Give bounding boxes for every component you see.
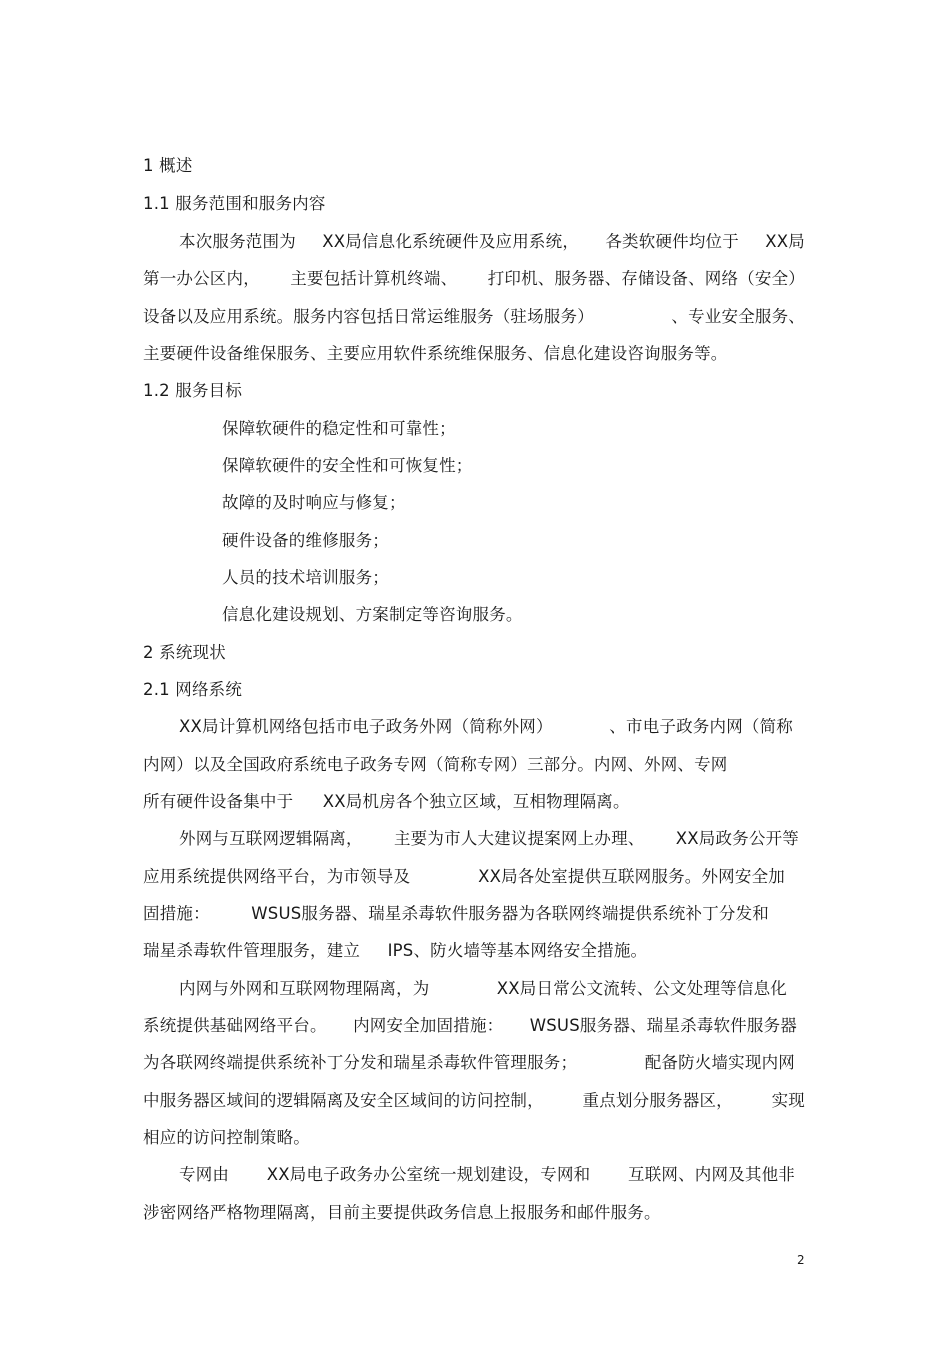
paragraph-line: 内网）以及全国政府系统电子政务专网（简称专网）三部分。内网、外网、专网 [143,755,728,774]
paragraph-line: 应用系统提供网络平台，为市领导及 XX局各处室提供互联网服务。外网安全加 [143,867,785,886]
paragraph-line: 系统提供基础网络平台。 内网安全加固措施： WSUS服务器、瑞星杀毒软件服务器 [143,1016,797,1035]
paragraph-line: 涉密网络严格物理隔离，目前主要提供政务信息上报服务和邮件服务。 [143,1203,661,1222]
heading-2: 2 系统现状 [143,643,226,662]
paragraph-line: 相应的访问控制策略。 [143,1128,310,1147]
paragraph-line: 为各联网终端提供系统补丁分发和瑞星杀毒软件管理服务； 配备防火墙实现内网 [143,1053,795,1072]
list-item: 故障的及时响应与修复； [222,493,406,512]
paragraph-line: 本次服务范围为 XX局信息化系统硬件及应用系统， 各类软硬件均位于 XX局 [179,232,805,251]
paragraph-line: 外网与互联网逻辑隔离， 主要为市人大建议提案网上办理、 XX局政务公开等 [179,829,799,848]
heading-2-1: 2.1 网络系统 [143,680,243,699]
heading-1-1: 1.1 服务范围和服务内容 [143,194,326,213]
heading-1: 1 概述 [143,156,193,175]
paragraph-line: 内网与外网和互联网物理隔离，为 XX局日常公文流转、公文处理等信息化 [179,979,787,998]
heading-1-2: 1.2 服务目标 [143,381,243,400]
paragraph-line: 第一办公区内， 主要包括计算机终端、 打印机、服务器、存储设备、网络（安全） [143,269,805,288]
list-item: 硬件设备的维修服务； [222,531,389,550]
list-item: 人员的技术培训服务； [222,568,389,587]
list-item: 保障软硬件的安全性和可恢复性； [222,456,473,475]
paragraph-line: 瑞星杀毒软件管理服务，建立 IPS、防火墙等基本网络安全措施。 [143,941,648,960]
list-item: 保障软硬件的稳定性和可靠性； [222,419,456,438]
paragraph-line: 固措施： WSUS服务器、瑞星杀毒软件服务器为各联网终端提供系统补丁分发和 [143,904,769,923]
list-item: 信息化建设规划、方案制定等咨询服务。 [222,605,523,624]
paragraph-line: 设备以及应用系统。服务内容包括日常运维服务（驻场服务） 、专业安全服务、 [143,307,805,326]
page-number: 2 [797,1253,805,1267]
paragraph-line: XX局计算机网络包括市电子政务外网（简称外网） 、市电子政务内网（简称 [179,717,793,736]
paragraph-line: 主要硬件设备维保服务、主要应用软件系统维保服务、信息化建设咨询服务等。 [143,344,728,363]
paragraph-line: 专网由 XX局电子政务办公室统一规划建设，专网和 互联网、内网及其他非 [179,1165,795,1184]
paragraph-line: 所有硬件设备集中于 XX局机房各个独立区域，互相物理隔离。 [143,792,630,811]
paragraph-line: 中服务器区域间的逻辑隔离及安全区域间的访问控制， 重点划分服务器区， 实现 [143,1091,805,1110]
